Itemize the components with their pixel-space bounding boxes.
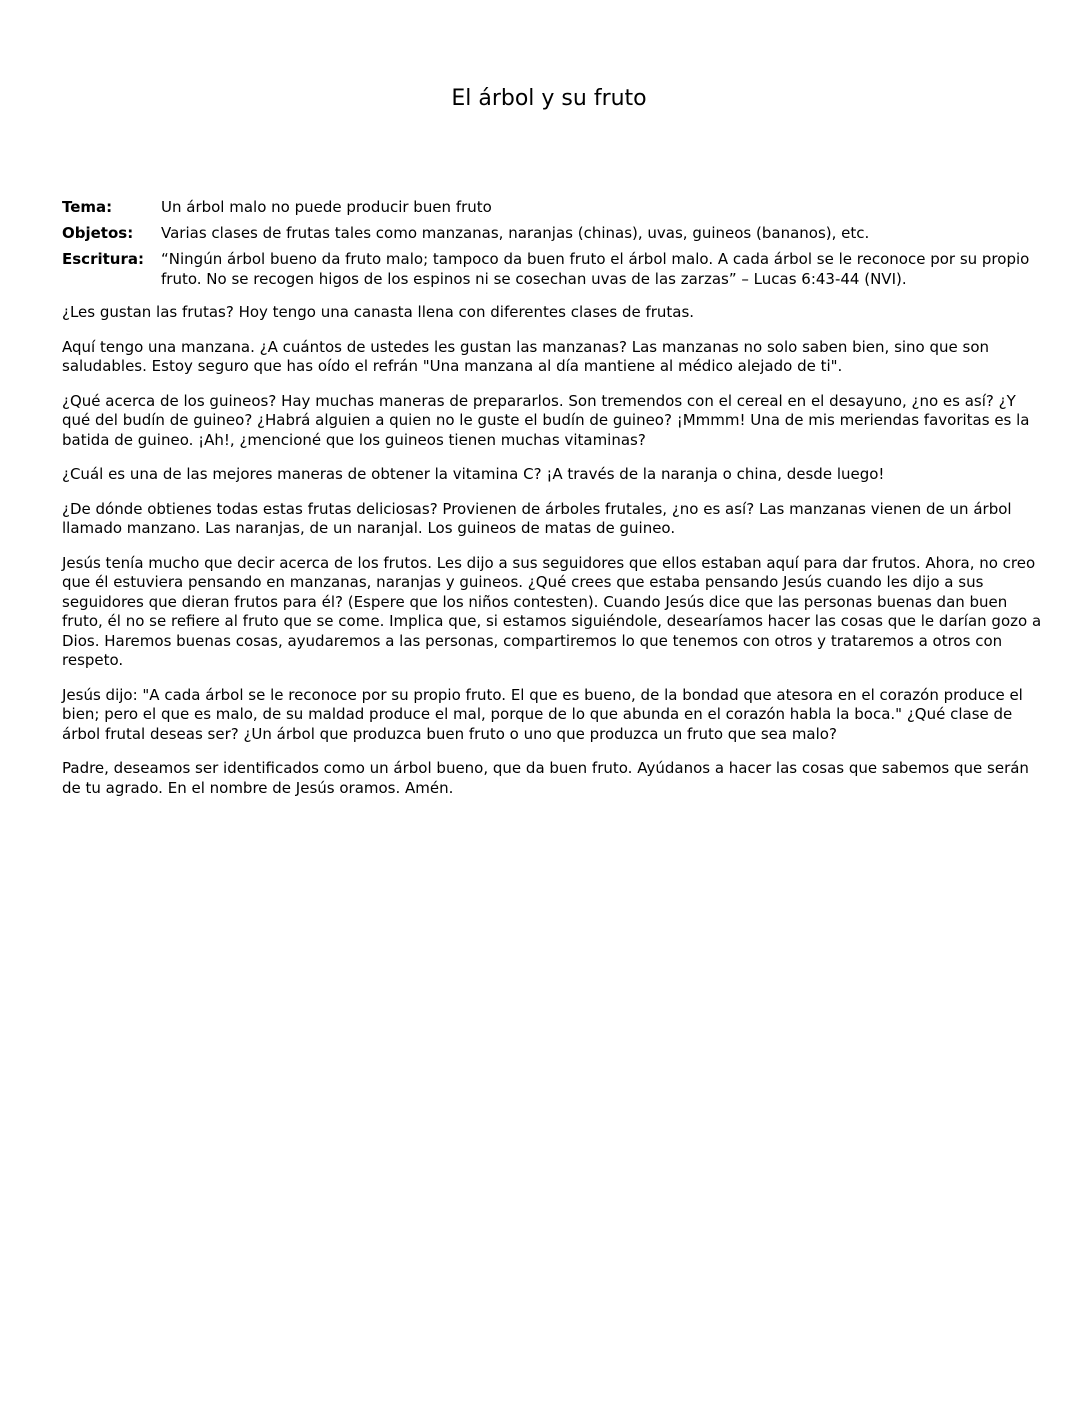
paragraph: Padre, deseamos ser identificados como un árbol bueno, que da buen fruto. Ayúdanos a hacer las cosas que sabemos que serán de tu agrado. En el nombre de Jesús oramos. Amén. (62, 759, 1029, 797)
lesson-info (62, 198, 1042, 296)
body-text (62, 303, 1042, 813)
paragraph: ¿Qué acerca de los guineos? Hay muchas maneras de prepararlos. Son tremendos con el cereal en el desayuno, ¿no es así? ¿Y qué del budín de guineo? ¿Habrá alguien a quien no le guste el budín de guineo? ¡Mmmm! Una de mis meriendas favoritas es la batida de guineo. ¡Ah!, ¿mencioné que los guineos tienen muchas vitaminas? (62, 391, 1030, 449)
meta-row-escritura (62, 250, 1042, 289)
meta-row-objetos (62, 224, 1042, 244)
paragraph: Aquí tengo una manzana. ¿A cuántos de ustedes les gustan las manzanas? Las manzanas no solo saben bien, sino que son saludables. Estoy seguro que has oído el refrán "Una manzana al día mantiene al médico alejado de ti". (62, 337, 990, 375)
paragraph: ¿De dónde obtienes todas estas frutas deliciosas? Provienen de árboles frutales, ¿no es así? Las manzanas vienen de un árbol llamado manzano. Las naranjas, de un naranjal. Los guineos de matas de guineo. (62, 499, 1012, 537)
paragraph: ¿Les gustan las frutas? Hoy tengo una canasta llena con diferentes clases de frutas. (62, 303, 695, 321)
meta-row-tema (62, 198, 1042, 218)
meta-value: Un árbol malo no puede producir buen fruto (161, 198, 492, 216)
page-title: El árbol y su fruto (451, 86, 647, 111)
meta-label: Escritura: (62, 250, 144, 268)
meta-value: Varias clases de frutas tales como manzanas, naranjas (chinas), uvas, guineos (bananos), etc. (161, 224, 870, 242)
meta-value: “Ningún árbol bueno da fruto malo; tampoco da buen fruto el árbol malo. A cada árbol se le reconoce por su propio fruto. No se recogen higos de los espinos ni se cosechan uvas de las zarzas” – Lucas 6:43-44 (NVI). (161, 250, 1030, 288)
meta-label: Tema: (62, 198, 113, 216)
meta-label: Objetos: (62, 224, 134, 242)
paragraph: Jesús dijo: "A cada árbol se le reconoce por su propio fruto. El que es bueno, de la bondad que atesora en el corazón produce el bien; pero el que es malo, de su maldad produce el mal, porque de lo que abunda en el corazón habla la boca." ¿Qué clase de árbol frutal deseas ser? ¿Un árbol que produzca buen fruto o uno que produzca un fruto que sea malo? (62, 685, 1023, 743)
paragraph: Jesús tenía mucho que decir acerca de los frutos. Les dijo a sus seguidores que ellos estaban aquí para dar frutos. Ahora, no creo que él estuviera pensando en manzanas, naranjas y guineos. ¿Qué crees que estaba pensando Jesús cuando les dijo a sus seguidores que dieran frutos para él? (Espere que los niños contesten). Cuando Jesús dice que las personas buenas dan buen fruto, él no se refiere al fruto que se come. Implica que, si estamos siguiéndole, desearíamos hacer las cosas que le darían gozo a Dios. Haremos buenas cosas, ayudaremos a las personas, compartiremos lo que tenemos con otros y trataremos a otros con respeto. (62, 553, 1042, 669)
paragraph: ¿Cuál es una de las mejores maneras de obtener la vitamina C? ¡A través de la naranja o china, desde luego! (62, 465, 885, 483)
